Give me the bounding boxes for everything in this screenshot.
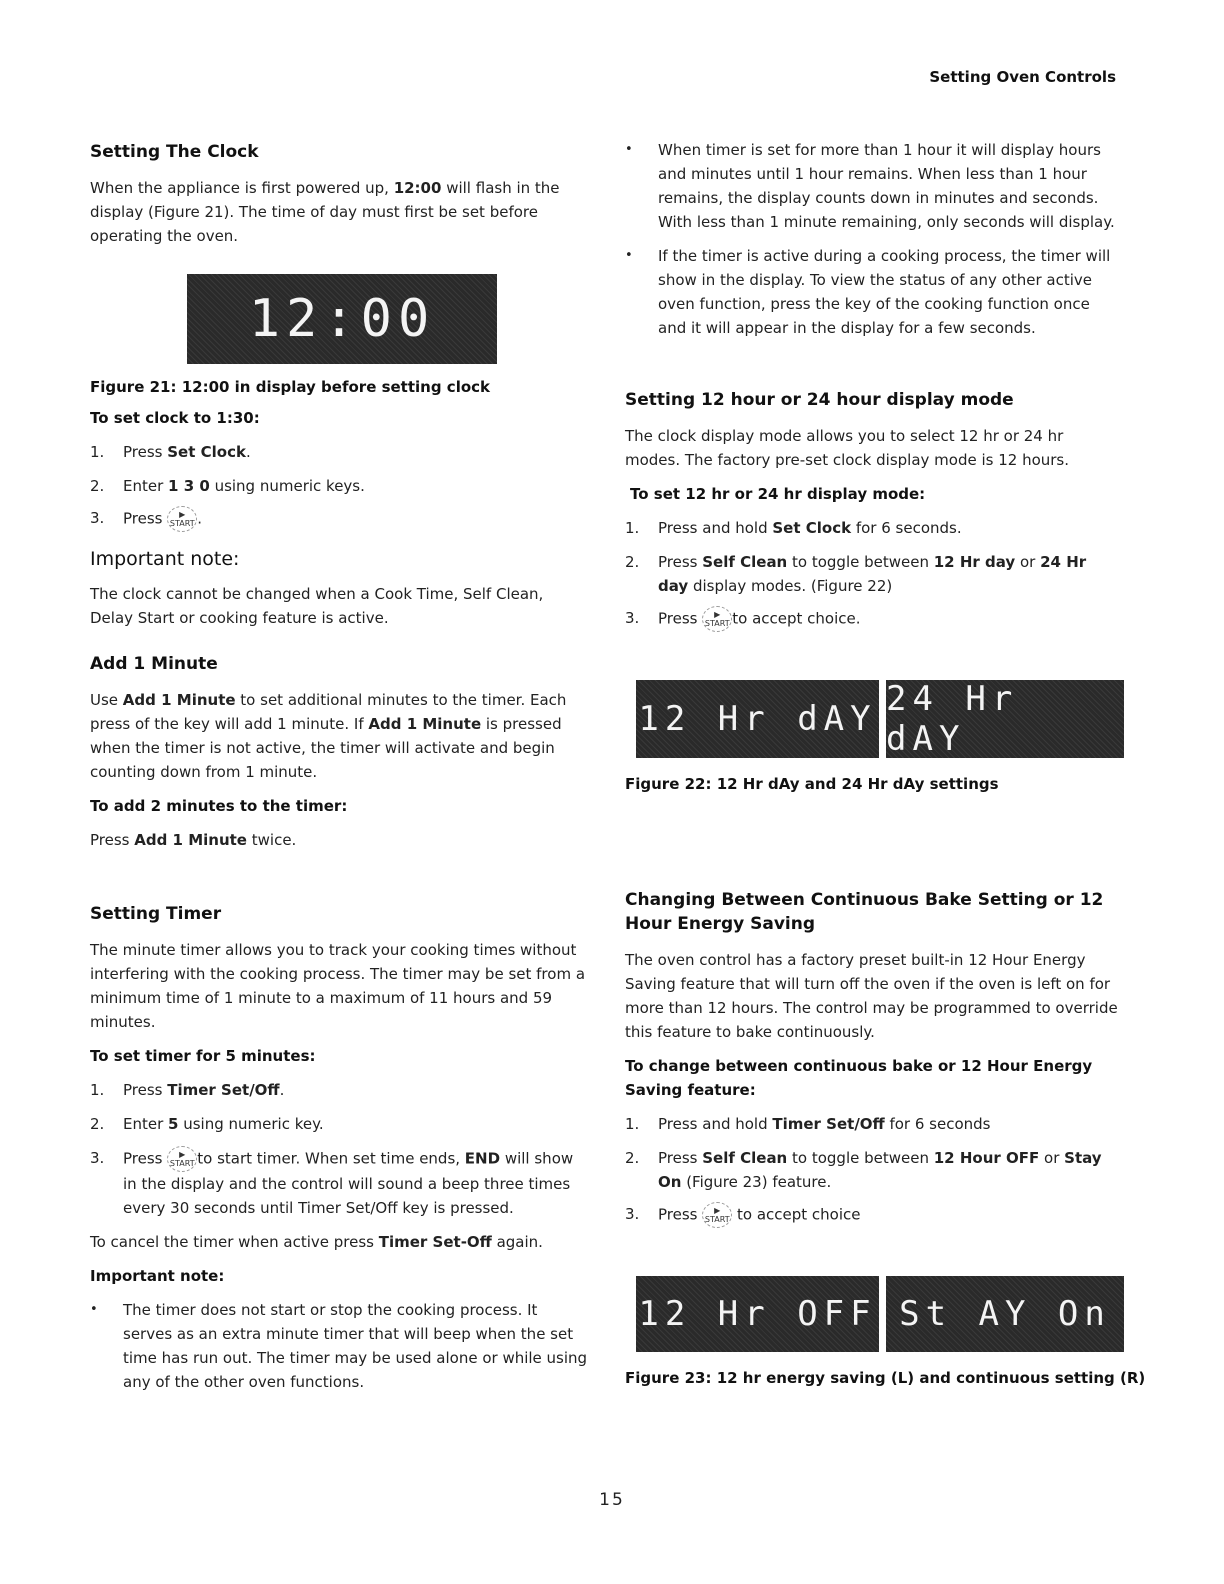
display-12-hr-day: 12 Hr dAY: [636, 680, 879, 758]
important-note-title: Important note:: [90, 548, 240, 570]
timer-step-1: 1. Press Timer Set/Off.: [90, 1081, 285, 1099]
play-icon: ▶: [179, 510, 186, 519]
display-mode-subhead: To set 12 hr or 24 hr display mode:: [630, 485, 926, 503]
set-clock-subhead: To set clock to 1:30:: [90, 409, 260, 427]
add-minute-instruction: Press Add 1 Minute twice.: [90, 831, 297, 849]
timer-important-bullet: • The timer does not start or stop the cooking process. It serves as an extra minute timer that will beep when the set time has run out. The timer may be used alone or while using any of the other oven functions.: [90, 1301, 588, 1391]
clock-steps: [90, 378, 590, 532]
clock-display-figure-21: 12:00: [187, 274, 497, 364]
play-icon: ▶: [714, 1206, 721, 1215]
start-key-icon: ▶ START: [702, 1202, 732, 1228]
energy-step-1: 1. Press and hold Timer Set/Off for 6 seconds: [625, 1115, 991, 1133]
add-minute-subhead: To add 2 minutes to the timer:: [90, 797, 348, 815]
display-12-hr-off: 12 Hr OFF: [636, 1276, 879, 1352]
figure-21-caption: Figure 21: 12:00 in display before setting clock: [90, 378, 491, 396]
figure-23-caption: Figure 23: 12 hr energy saving (L) and continuous setting (R): [625, 1369, 1146, 1387]
figure-22-caption: Figure 22: 12 Hr dAy and 24 Hr dAy settings: [625, 775, 999, 793]
display-mode-step-1: 1. Press and hold Set Clock for 6 seconds.: [625, 519, 962, 537]
energy-step-3: 3. Press ▶ START to accept choice: [625, 1202, 1120, 1228]
timer-important-head: Important note:: [90, 1267, 225, 1285]
display-24-hr-day: 24 Hr dAY: [886, 680, 1124, 758]
energy-saving-title: Changing Between Continuous Bake Setting or 12 Hour Energy Saving: [625, 890, 1104, 934]
timer-display-bullets: [625, 138, 1120, 340]
play-icon: ▶: [179, 1150, 186, 1159]
setting-clock-intro: When the appliance is first powered up, 12:00 will flash in the display (Figure 21). The time of day must first be set before operating the oven.: [90, 179, 560, 245]
start-key-icon: ▶ START: [702, 606, 732, 632]
section-important-note: [90, 548, 580, 630]
clock-step-1: 1. Press Set Clock.: [90, 443, 251, 461]
energy-saving-intro: The oven control has a factory preset built-in 12 Hour Energy Saving feature that will turn off the oven if the oven is left on for more than 12 hours. The control may be programmed to override this feature to bake continuously.: [625, 951, 1118, 1041]
set-timer-subhead: To set timer for 5 minutes:: [90, 1047, 316, 1065]
add-minute-text: Use Add 1 Minute to set additional minutes to the timer. Each press of the key will add 1 minute. If Add 1 Minute is pressed when the timer is not active, the timer will activate and begin counting down from 1 minute.: [90, 691, 567, 781]
display-mode-intro: The clock display mode allows you to select 12 hr or 24 hr modes. The factory pre-set clock display mode is 12 hours.: [625, 427, 1070, 469]
timer-bullet-1: • When timer is set for more than 1 hour it will display hours and minutes until 1 hour remains. When less than 1 hour remains, the display counts down in minutes and seconds. With less than 1 minute remaining, only seconds will display.: [625, 141, 1115, 231]
setting-clock-title: Setting The Clock: [90, 142, 259, 162]
display-mode-title: Setting 12 hour or 24 hour display mode: [625, 390, 1014, 410]
clock-step-2: 2. Enter 1 3 0 using numeric keys.: [90, 477, 365, 495]
play-icon: ▶: [714, 610, 721, 619]
display-mode-step-3: 3. Press ▶ START to accept choice.: [625, 606, 1120, 632]
section-setting-timer: [90, 902, 590, 1394]
section-energy-saving: [625, 888, 1120, 1228]
timer-step-2: 2. Enter 5 using numeric key.: [90, 1115, 324, 1133]
page-header: Setting Oven Controls: [929, 68, 1116, 86]
start-key-icon: ▶ START: [167, 1146, 197, 1172]
display-stay-on: St AY On: [886, 1276, 1124, 1352]
important-note-text: The clock cannot be changed when a Cook Time, Self Clean, Delay Start or cooking feature is active.: [90, 585, 544, 627]
section-display-mode: [625, 388, 1120, 632]
energy-step-2: 2. Press Self Clean to toggle between 12 Hour OFF or Stay On (Figure 23) feature.: [625, 1149, 1102, 1191]
timer-step-3: 3. Press ▶ START to start timer. When set time ends, END will show in the display and the control will sound a beep three times every 30 seconds until Timer Set/Off key is pressed.: [90, 1146, 590, 1220]
section-setting-clock: [90, 140, 590, 248]
add-minute-title: Add 1 Minute: [90, 654, 218, 674]
setting-timer-title: Setting Timer: [90, 904, 222, 924]
energy-saving-subhead: To change between continuous bake or 12 Hour Energy Saving feature:: [625, 1057, 1093, 1099]
display-mode-step-2: 2. Press Self Clean to toggle between 12 Hr day or 24 Hr day display modes. (Figure 22): [625, 553, 1087, 595]
setting-timer-intro: The minute timer allows you to track your cooking times without interfering with the cooking process. The timer may be set from a minimum time of 1 minute to a maximum of 11 hours and 59 minutes.: [90, 941, 586, 1031]
section-add-minute: [90, 652, 580, 852]
cancel-timer-text: To cancel the timer when active press Timer Set-Off again.: [90, 1233, 543, 1251]
timer-bullet-2: • If the timer is active during a cooking process, the timer will show in the display. To view the status of any other active oven function, press the key of the cooking function once and it will appear in the display for a few seconds.: [625, 247, 1111, 337]
start-key-icon: ▶ START: [167, 506, 197, 532]
page-number: 15: [599, 1490, 625, 1510]
clock-step-3: 3. Press ▶ START .: [90, 506, 590, 532]
